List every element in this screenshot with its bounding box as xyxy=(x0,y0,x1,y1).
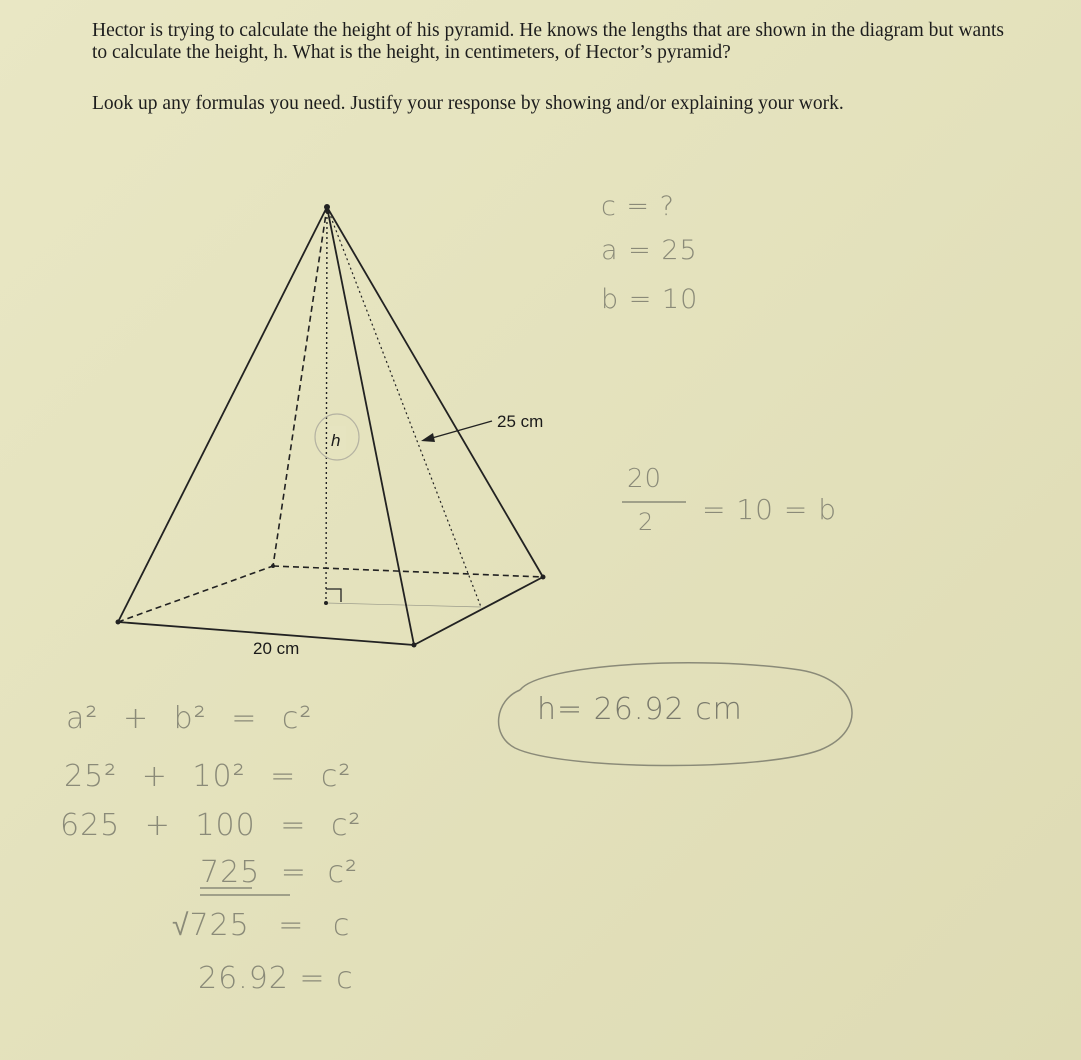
step-5: √725 = c xyxy=(172,908,351,943)
pythagorean-steps xyxy=(60,701,361,996)
base-length-label: 20 cm xyxy=(253,639,300,658)
answer-text: h= 26.92 cm xyxy=(537,692,743,727)
step-3: 625 + 100 = c² xyxy=(60,808,362,843)
final-answer xyxy=(499,663,852,766)
given-b: b = 10 xyxy=(601,284,699,315)
half-base-work xyxy=(622,464,837,536)
instructions-text: Look up any formulas you need. Justify your response by showing and/or explaining your work. xyxy=(92,93,844,114)
half-base-result: = 10 = b xyxy=(702,493,838,526)
problem-text: Hector is trying to calculate the height of his pyramid. He knows the lengths that are shown in the diagram but wants to calculate the height, h. What is the height, in centimeters, of Hector’s pyramid? xyxy=(92,20,1004,63)
half-base-numerator: 20 xyxy=(627,464,663,494)
step-1: a² + b² = c² xyxy=(66,701,313,736)
half-base-denominator: 2 xyxy=(638,508,655,536)
step-6: 26.92 = c xyxy=(198,961,354,996)
given-c: c = ? xyxy=(601,191,675,222)
height-label: h xyxy=(331,431,341,450)
step-4: 725 = c² xyxy=(200,855,358,890)
slant-height-label: 25 cm xyxy=(497,412,544,431)
step-2: 25² + 10² = c² xyxy=(64,759,352,794)
givens xyxy=(601,191,698,315)
given-a: a = 25 xyxy=(601,235,698,266)
pyramid-diagram xyxy=(116,204,546,648)
